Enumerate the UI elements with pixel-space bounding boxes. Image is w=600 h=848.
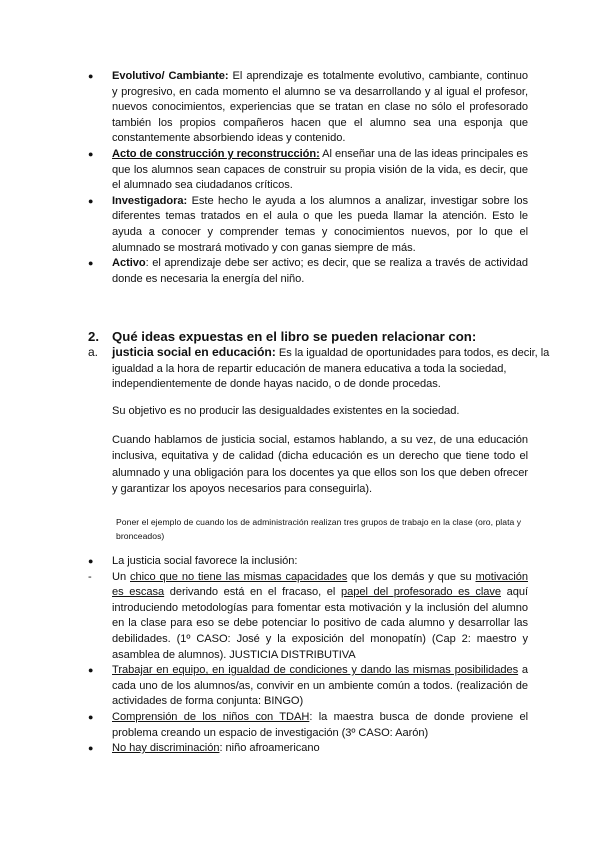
bullet-icon: ● — [88, 148, 94, 159]
bullet-icon: ● — [88, 743, 94, 754]
section-a-paragraph-2: Su objetivo es no producir las desigualdades existentes en la sociedad. — [112, 405, 460, 417]
term-investigadora: Investigadora: — [112, 194, 188, 207]
text-chico-underline-2: motivación es escasa — [112, 570, 529, 599]
text-chico-3: derivando está en el fracaso, el — [164, 586, 341, 599]
text-construccion: Al enseñar una de las ideas principales es que los alumnos sean capaces de construir su propia visión de la vida, es decir, que el alumnado sea ciudadanos críticos. — [112, 147, 528, 192]
question-heading — [84, 328, 556, 345]
bullet-icon: ● — [88, 665, 94, 676]
term-evolutivo: Evolutivo/ Cambiante: — [112, 70, 229, 82]
section-a-note: Poner el ejemplo de cuando los de administración realizan tres grupos de trabajo en la clase (oro, plata y bronceados) — [116, 517, 522, 541]
list-item-investigadora — [84, 194, 528, 256]
section-a-paragraph-3: Cuando hablamos de justicia social, estamos hablando, a su vez, de una educación inclusiva, equitativa y de calidad (dicha educación es un derecho que tiene todo el alumnado y una obligación para los docentes ya que ellos son los que deben ofrecer y garantizar los apoyos necesarios para conseguirla). — [112, 434, 528, 496]
list-item-activo — [84, 256, 528, 287]
text-discriminacion: : niño afroamericano — [219, 742, 320, 755]
bullet-icon: ● — [88, 258, 94, 269]
text-equipo: a cada uno de los alumnos/as, convivir en un ambiente común a todos. (realización de actividades de forma conjunta: BINGO) — [112, 664, 529, 708]
term-activo: Activo — [112, 257, 146, 270]
text-evolutivo: El aprendizaje es totalmente evolutivo, cambiante, continuo y progresivo, en cada momento el alumno se va desarrollando y al igual el profesor, nuevos conocimientos, experiencias que se tratan en clase no sólo el profesorado también los propios compañeros hacen que el alumno sea una esponja que constantemente absorbiendo ideas y contenido. — [112, 70, 528, 145]
term-construccion: Acto de construcción y reconstrucción: — [112, 147, 320, 160]
bullet-icon: ● — [88, 195, 94, 206]
bullet-icon: ● — [88, 556, 94, 566]
text-investigadora: Este hecho le ayuda a los alumnos a analizar, investigar sobre los diferentes temas tratados en el aula o que les pueda llamar la atención. Esto le ayuda a conocer y comprender temas y conocimientos nuevos, por lo que el alumnado se mostrará motivado y con ganas siempre de más. — [112, 194, 528, 254]
text-equipo-underline: Trabajar en equipo, en igualdad de condiciones y dando las mismas posibilidades — [112, 664, 519, 677]
text-chico-4: aquí introduciendo metodologías para fomentar esta motivación y la inclusión del alumno en la clase para eso se debe potenciar lo positivo de cada alumno y desarrollar las debilidades. (1º CASO: José y la exposición del monopatín) (Cap 2: maestro y asamblea de alumnos). JUSTICIA DISTRIBUTIVA — [112, 586, 529, 661]
section-a — [84, 345, 556, 393]
question-title: Qué ideas expuestas en el libro se pueden relacionar con: — [112, 329, 477, 344]
text-chico-2: que los demás y que su — [347, 570, 476, 583]
section-a-title: justicia social en educación: — [112, 345, 276, 359]
list-item-equipo — [84, 663, 528, 710]
bullet-icon: ● — [88, 71, 94, 81]
text-chico-underline-1: chico que no tiene las mismas capacidades — [130, 570, 348, 583]
characteristics-list — [84, 69, 528, 287]
question-number: 2. — [88, 329, 99, 344]
text-inclusion: La justicia social favorece la inclusión: — [112, 555, 298, 567]
list-item-discriminacion — [84, 741, 528, 757]
section-a-marker: a. — [88, 345, 98, 359]
text-tdah: : la maestra busca de donde proviene el problema creando un espacio de investigación (3º CASO: Aarón) — [112, 710, 528, 739]
text-tdah-underline: Comprensión de los niños con TDAH — [112, 710, 310, 723]
list-item-chico — [84, 570, 528, 664]
text-activo: : el aprendizaje debe ser activo; es decir, que se realiza a través de actividad donde es necesaria la energía del niño. — [112, 257, 528, 285]
text-chico-underline-3: papel del profesorado es clave — [340, 586, 501, 599]
list-item-inclusion — [84, 554, 528, 570]
list-item-evolutivo — [84, 69, 528, 147]
section-a-intro: Es la igualdad de oportunidades para todos, es decir, la igualdad a la hora de repartir educación de manera educativa a toda la sociedad, independientemente de donde hayas nacido, o de donde procedas. — [112, 347, 550, 391]
list-item-tdah — [84, 710, 528, 741]
text-discriminacion-underline: No hay discriminación — [112, 742, 220, 755]
text-chico-1: Un — [112, 570, 130, 583]
inclusion-list — [84, 554, 528, 757]
list-item-construccion — [84, 147, 528, 194]
bullet-icon: ● — [88, 711, 94, 722]
dash-icon: - — [88, 570, 92, 583]
